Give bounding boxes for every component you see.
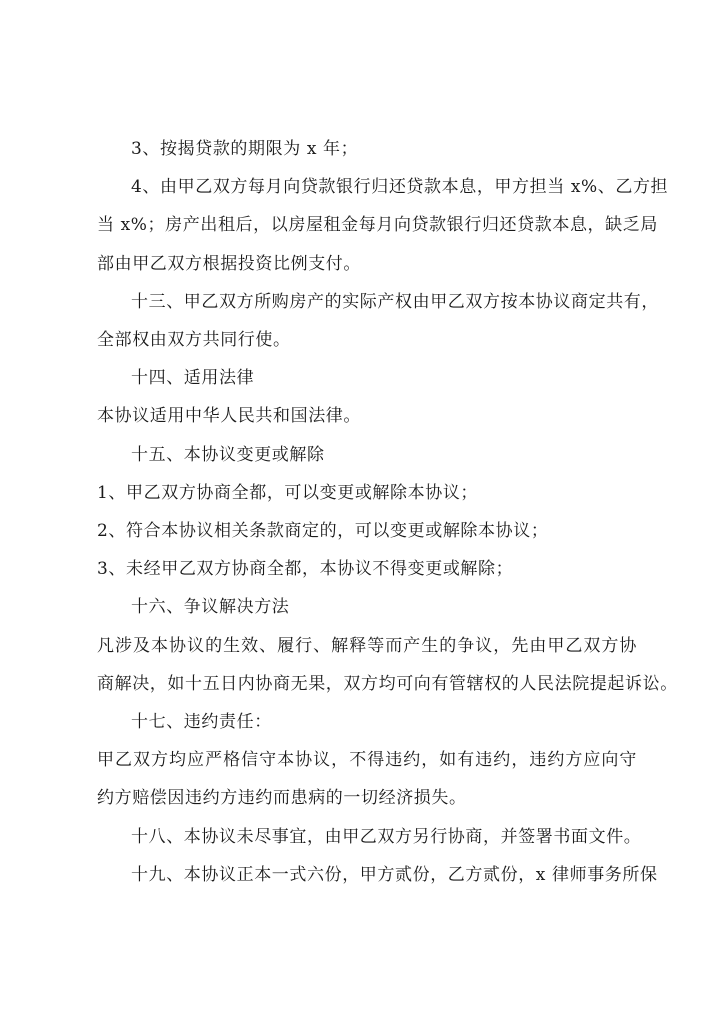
clause-17-heading bbox=[97, 703, 637, 741]
clause-15-heading bbox=[97, 436, 637, 474]
text-line: 全部权由双方共同行使。 bbox=[97, 330, 291, 351]
text-line: 4、由甲乙双方每月向贷款银行归还贷款本息，甲方担当 x%、乙方担 bbox=[131, 177, 669, 198]
text-line: 甲乙双方均应严格信守本协议，不得违约，如有违约，违约方应向守 bbox=[97, 750, 637, 771]
text-line: 十九、本协议正本一式六份，甲方贰份，乙方贰份，x 律师事务所保 bbox=[131, 864, 658, 885]
clause-15-item-1 bbox=[97, 474, 637, 512]
text-line: 十八、本协议未尽事宜，由甲乙双方另行协商，并签署书面文件。 bbox=[131, 826, 642, 847]
text-line: 3、按揭贷款的期限为 x 年； bbox=[131, 139, 359, 159]
section-heading: 十六、争议解决方法 bbox=[131, 597, 290, 618]
clause-4-repayment bbox=[97, 168, 669, 283]
text-line: 本协议适用中华人民共和国法律。 bbox=[97, 406, 361, 427]
document-body bbox=[97, 130, 678, 894]
clause-18 bbox=[97, 818, 642, 856]
text-line: 约方赔偿因违约方违约而患病的一切经济损失。 bbox=[97, 788, 467, 809]
text-line: 3、未经甲乙双方协商全都，本协议不得变更或解除； bbox=[97, 559, 514, 580]
clause-3-loan-term bbox=[97, 130, 637, 168]
text-line: 十三、甲乙双方所购房产的实际产权由甲乙双方按本协议商定共有， bbox=[131, 291, 659, 312]
clause-16-body bbox=[97, 627, 678, 703]
clause-15-item-2 bbox=[97, 512, 637, 550]
text-line: 1、甲乙双方协商全都，可以变更或解除本协议； bbox=[97, 482, 479, 503]
text-line: 商解决，如十五日内协商无果，双方均可向有管辖权的人民法院提起诉讼。 bbox=[97, 673, 678, 694]
clause-16-heading bbox=[97, 588, 637, 626]
section-heading: 十五、本协议变更或解除 bbox=[131, 444, 325, 465]
clause-19 bbox=[97, 856, 658, 894]
clause-13-ownership bbox=[97, 283, 659, 359]
text-line: 2、符合本协议相关条款商定的，可以变更或解除本协议； bbox=[97, 521, 549, 542]
text-line: 当 x%；房产出租后，以房屋租金每月向贷款银行归还贷款本息，缺乏局 bbox=[97, 215, 658, 236]
text-line: 部由甲乙双方根据投资比例支付。 bbox=[97, 253, 361, 274]
clause-14-body bbox=[97, 397, 637, 435]
clause-15-item-3 bbox=[97, 550, 637, 588]
clause-14-heading bbox=[97, 359, 637, 397]
section-heading: 十四、适用法律 bbox=[131, 368, 255, 389]
clause-17-body bbox=[97, 741, 637, 817]
text-line: 凡涉及本协议的生效、履行、解释等而产生的争议，先由甲乙双方协 bbox=[97, 635, 637, 656]
section-heading: 十七、违约责任： bbox=[131, 712, 272, 733]
